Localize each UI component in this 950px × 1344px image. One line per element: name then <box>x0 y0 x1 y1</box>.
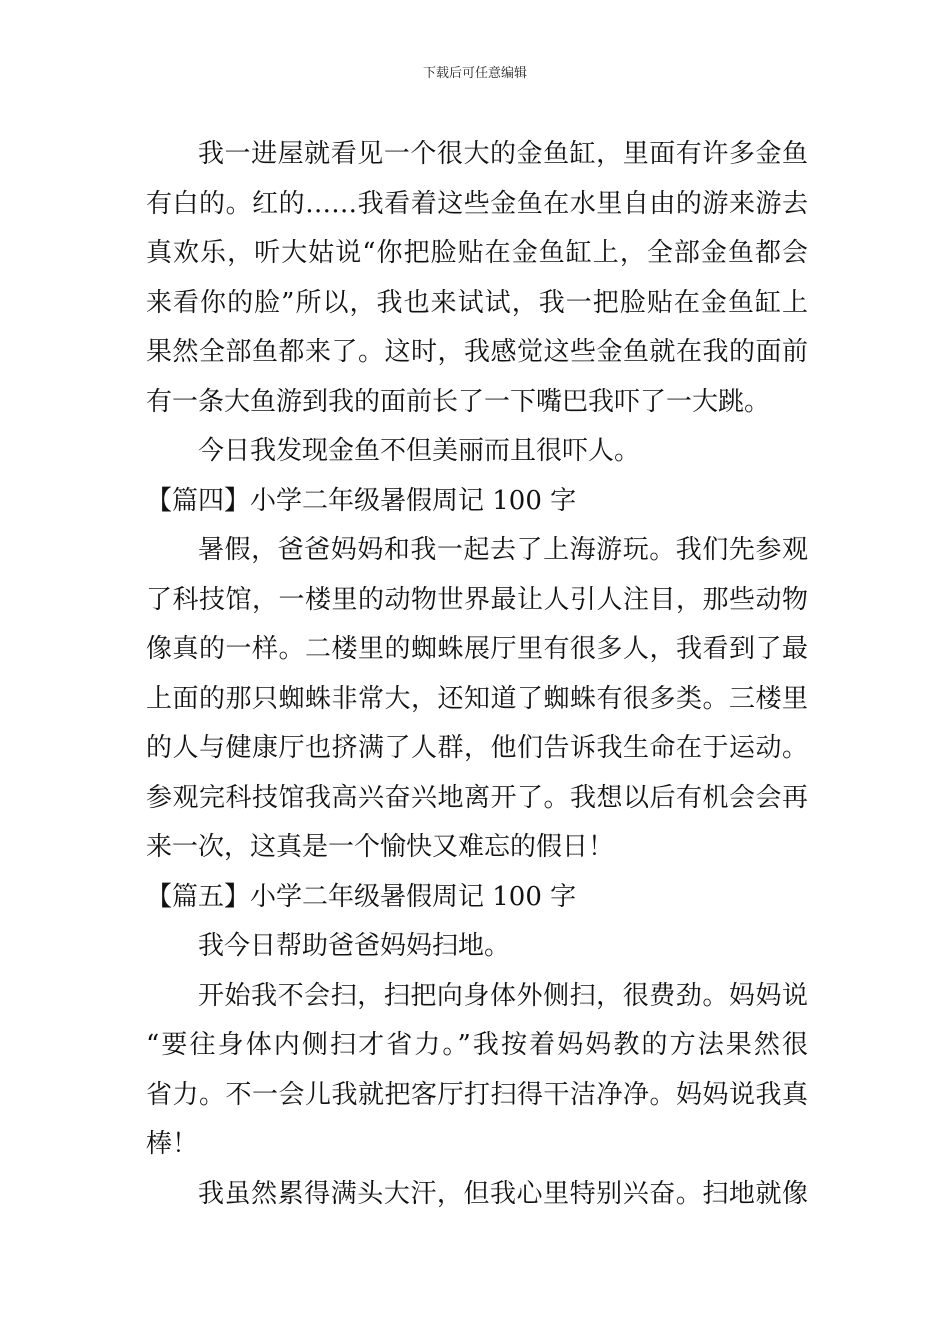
text-line: 果然全部鱼都来了。这时，我感觉这些金鱼就在我的面前 <box>146 337 808 367</box>
text-line: 有白的。红的……我看着这些金鱼在水里自由的游来游去 <box>146 188 808 219</box>
text-line: 我虽然累得满头大汗，但我心里特别兴奋。扫地就像 <box>198 1178 808 1209</box>
text-line: “要往身体内侧扫才省力。”我按着妈妈教的方法果然很 <box>146 1030 808 1060</box>
text-line: 来一次，这真是一个愉快又难忘的假日！ <box>146 832 615 862</box>
text-line: 今日我发现金鱼不但美丽而且很吓人。 <box>198 436 641 466</box>
text-line: 【篇四】小学二年级暑假周记 100 字 <box>146 485 577 516</box>
text-line: 暑假，爸爸妈妈和我一起去了上海游玩。我们先参观 <box>198 535 808 565</box>
text-line: 像真的一样。二楼里的蜘蛛展厅里有很多人，我看到了最 <box>146 634 808 664</box>
text-line: 真欢乐，听大姑说“你把脸贴在金鱼缸上，全部金鱼都会 <box>146 238 808 268</box>
text-line: 开始我不会扫，扫把向身体外侧扫，很费劲。妈妈说 <box>198 980 808 1011</box>
document-body <box>146 130 808 1219</box>
text-line: 【篇五】小学二年级暑假周记 100 字 <box>146 881 577 912</box>
text-line: 了科技馆，一楼里的动物世界最让人引人注目，那些动物 <box>146 584 808 615</box>
text-line: 上面的那只蜘蛛非常大，还知道了蜘蛛有很多类。三楼里 <box>146 683 808 714</box>
text-line: 我今日帮助爸爸妈妈扫地。 <box>198 931 511 961</box>
text-line: 棒！ <box>146 1129 199 1159</box>
text-line: 省力。不一会儿我就把客厅打扫得干洁净净。妈妈说我真 <box>146 1079 808 1110</box>
page-header: 下载后可任意编辑 <box>422 66 527 81</box>
text-line: 我一进屋就看见一个很大的金鱼缸，里面有许多金鱼 <box>198 139 808 169</box>
text-line: 的人与健康厅也挤满了人群，他们告诉我生命在于运动。 <box>146 733 808 763</box>
text-line: 参观完科技馆我高兴奋兴地离开了。我想以后有机会会再 <box>146 782 808 813</box>
text-line: 来看你的脸”所以，我也来试试，我一把脸贴在金鱼缸上 <box>146 287 808 318</box>
text-line: 有一条大鱼游到我的面前长了一下嘴巴我吓了一大跳。 <box>146 386 771 417</box>
